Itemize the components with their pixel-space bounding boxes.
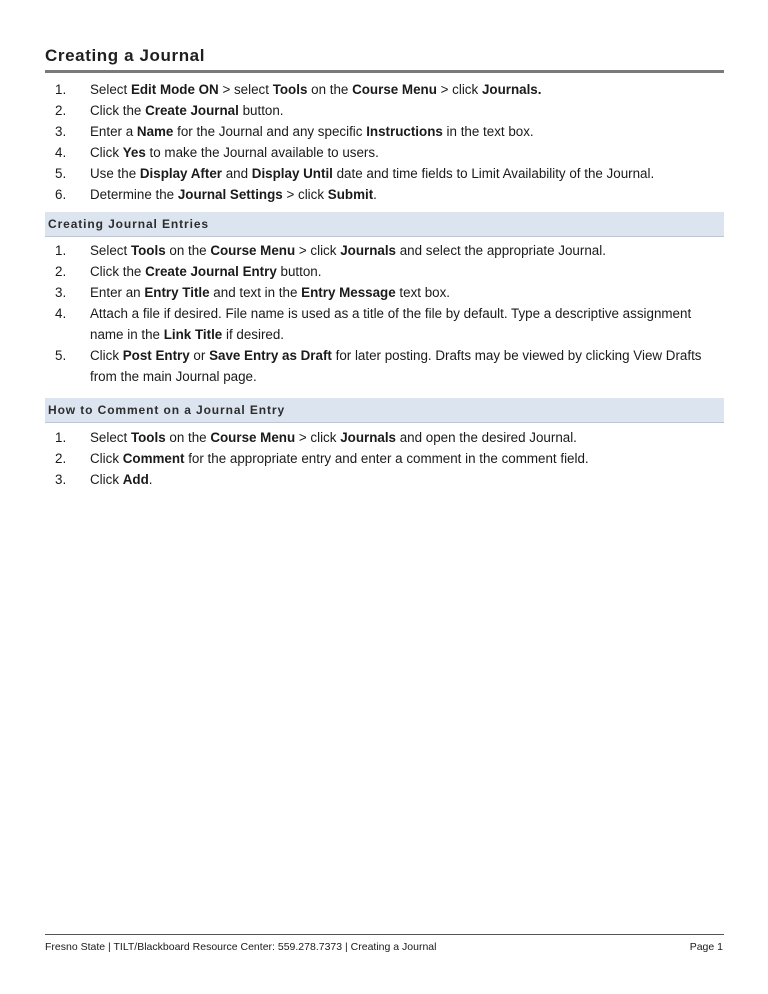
step-text: to make the Journal available to users. — [145, 145, 379, 160]
step-emphasis: Create Journal — [145, 103, 239, 118]
step-text: Enter an — [90, 285, 145, 300]
step-text: Determine the — [90, 187, 178, 202]
step-number: 2. — [55, 264, 67, 279]
step-number: 4. — [55, 306, 67, 321]
step-emphasis: Journals. — [481, 82, 542, 97]
step-emphasis: Course Menu — [352, 82, 437, 97]
step-emphasis: Tools — [130, 430, 166, 445]
step-text: for the Journal and any specific — [173, 124, 367, 139]
step-number: 5. — [55, 166, 67, 181]
list-item — [55, 79, 725, 100]
step-emphasis: Submit — [327, 187, 374, 202]
steps-list-creating-journal — [55, 79, 725, 205]
step-text: and — [221, 166, 252, 181]
step-emphasis: Entry Title — [144, 285, 210, 300]
step-emphasis: Journal Settings — [177, 187, 283, 202]
list-item — [55, 427, 725, 448]
list-item — [55, 100, 725, 121]
list-item — [55, 303, 725, 345]
list-item — [55, 261, 725, 282]
step-emphasis: Journals — [340, 243, 396, 258]
step-text: or — [189, 348, 210, 363]
step-emphasis: Post Entry — [122, 348, 190, 363]
step-emphasis: Comment — [122, 451, 185, 466]
step-text: Click — [90, 451, 123, 466]
step-text: Click — [90, 145, 123, 160]
title-divider — [45, 70, 724, 73]
steps-list-creating-entries — [55, 240, 725, 387]
steps-list-comment-entry — [55, 427, 725, 490]
step-number: 2. — [55, 103, 67, 118]
step-text: on the — [165, 243, 211, 258]
step-text: > click — [282, 187, 328, 202]
step-number: 2. — [55, 451, 67, 466]
list-item — [55, 142, 725, 163]
list-item — [55, 282, 725, 303]
step-emphasis: Tools — [130, 243, 166, 258]
list-item — [55, 121, 725, 142]
step-number: 3. — [55, 124, 67, 139]
step-text: Click — [90, 472, 123, 487]
list-item — [55, 163, 725, 184]
step-text: date and time fields to Limit Availability of the Journal. — [332, 166, 655, 181]
step-text: Click the — [90, 264, 146, 279]
section-heading-creating-entries: Creating Journal Entries — [45, 212, 724, 237]
step-text: Use the — [90, 166, 140, 181]
step-text: and text in the — [209, 285, 302, 300]
step-text: Attach a file if desired. File name is used as a title of the file by default. Type a descriptive assignment name in the — [90, 306, 692, 342]
footer-divider — [45, 934, 724, 935]
page-title: Creating a Journal — [45, 46, 206, 65]
step-number: 3. — [55, 472, 67, 487]
step-emphasis: Display Until — [251, 166, 333, 181]
step-emphasis: Save Entry as Draft — [209, 348, 332, 363]
step-number: 3. — [55, 285, 67, 300]
step-number: 4. — [55, 145, 67, 160]
step-text: and select the appropriate Journal. — [396, 243, 606, 258]
step-text: text box. — [395, 285, 451, 300]
step-emphasis: Tools — [272, 82, 308, 97]
step-emphasis: Display After — [139, 166, 222, 181]
step-number: 5. — [55, 348, 67, 363]
step-emphasis: Course Menu — [210, 430, 296, 445]
step-number: 1. — [55, 82, 67, 97]
step-emphasis: Journals — [340, 430, 396, 445]
step-emphasis: Yes — [122, 145, 146, 160]
step-text: Click — [90, 348, 123, 363]
step-text: and open the desired Journal. — [396, 430, 577, 445]
footer-text: Fresno State | TILT/Blackboard Resource Center: 559.278.7373 | Creating a Journal — [45, 941, 437, 953]
step-text: if desired. — [222, 327, 285, 342]
step-text: for later posting. Drafts may be viewed by clicking View Drafts from the main Journal page. — [90, 348, 702, 384]
step-text: Select — [90, 82, 131, 97]
step-text: on the — [165, 430, 211, 445]
step-text: for the appropriate entry and enter a comment in the comment field. — [184, 451, 589, 466]
list-item — [55, 345, 725, 387]
step-emphasis: Course Menu — [210, 243, 296, 258]
step-number: 1. — [55, 243, 67, 258]
step-number: 6. — [55, 187, 67, 202]
step-text: button. — [238, 103, 284, 118]
list-item — [55, 469, 725, 490]
step-text: on the — [307, 82, 353, 97]
step-text: Click the — [90, 103, 146, 118]
step-emphasis: Create Journal Entry — [145, 264, 277, 279]
list-item — [55, 184, 725, 205]
step-emphasis: Add — [122, 472, 149, 487]
step-text: Select — [90, 243, 131, 258]
list-item — [55, 448, 725, 469]
list-item — [55, 240, 725, 261]
section-heading-comment-entry: How to Comment on a Journal Entry — [45, 398, 724, 423]
step-text: > select — [218, 82, 273, 97]
step-text: . — [373, 187, 377, 202]
page-number: Page 1 — [689, 941, 723, 953]
step-text: in the text box. — [442, 124, 534, 139]
step-emphasis: Entry Message — [301, 285, 396, 300]
step-text: button. — [276, 264, 322, 279]
step-number: 1. — [55, 430, 67, 445]
step-text: Enter a — [90, 124, 137, 139]
step-text: > click — [436, 82, 482, 97]
step-text: > click — [295, 243, 341, 258]
step-emphasis: Instructions — [366, 124, 443, 139]
step-text: > click — [295, 430, 341, 445]
step-emphasis: Edit Mode ON — [130, 82, 219, 97]
step-emphasis: Name — [136, 124, 174, 139]
step-text: Select — [90, 430, 131, 445]
step-emphasis: Link Title — [163, 327, 223, 342]
step-text: . — [148, 472, 153, 487]
